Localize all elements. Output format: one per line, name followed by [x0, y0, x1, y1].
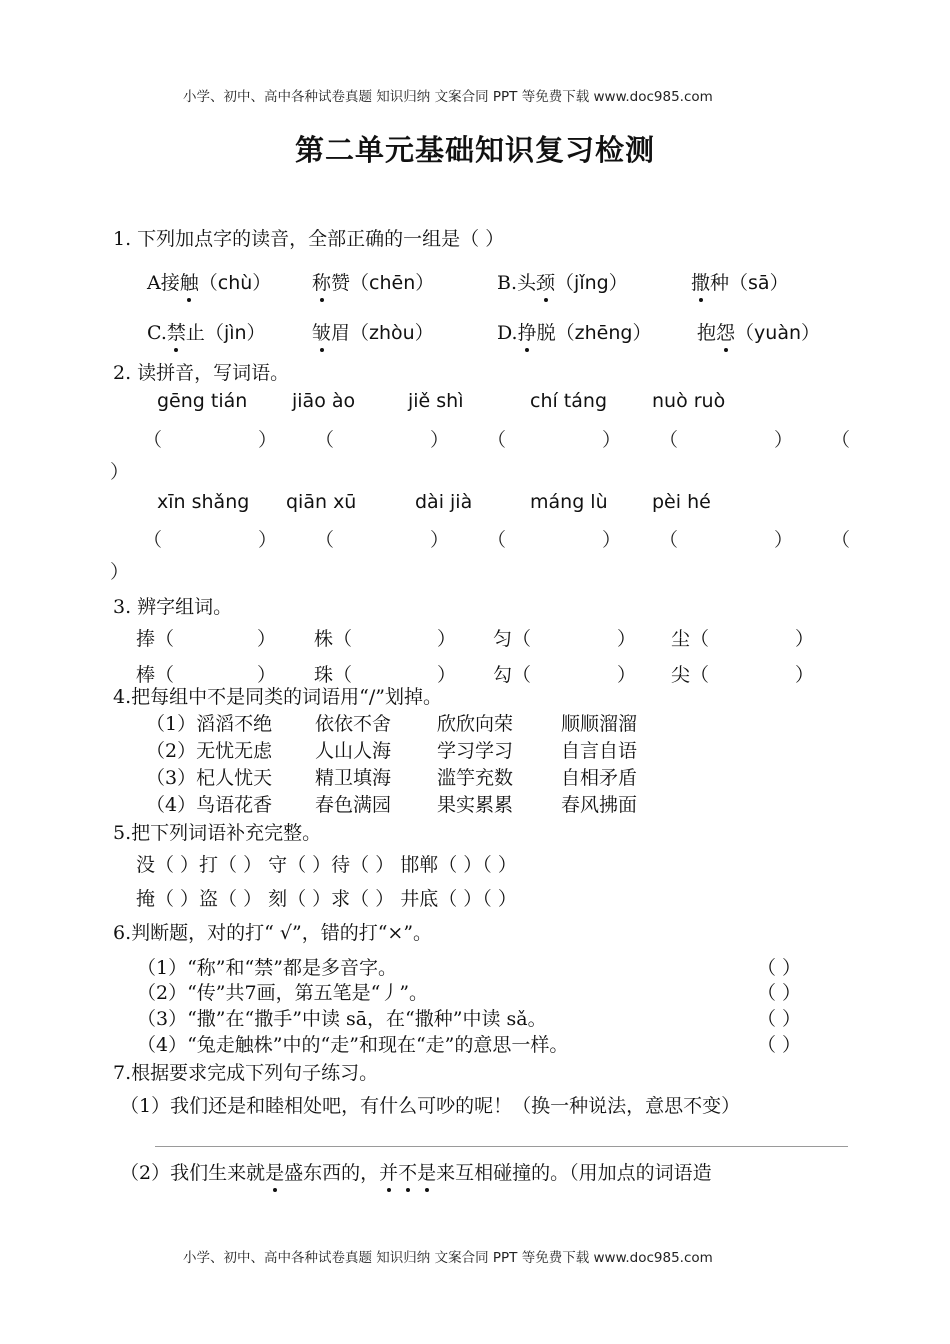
q5-row: 掩（ ）盗（ ） 刻（ ）求（ ） 井底（ ）（ ）	[136, 888, 517, 910]
q2-pinyin: qiān xū	[286, 491, 357, 513]
q3-item: 捧（	[136, 628, 175, 650]
q2-open-paren: （	[487, 429, 507, 451]
q3-stem: 3. 辨字组词。	[113, 596, 233, 618]
q6-answer-bracket: （ ）	[757, 957, 802, 979]
q2-stem: 2. 读拼音，写词语。	[113, 362, 290, 384]
q1-option-a-2: 称赞（chēn）	[312, 268, 434, 295]
q2-close-paren: ）	[110, 561, 130, 583]
q4-word: （3）杞人忧天	[146, 767, 273, 789]
q6-item: （1）“称”和“禁”都是多音字。	[137, 957, 397, 979]
q2-open-paren: （	[143, 529, 163, 551]
q1-option-b: B.头颈（jǐng）	[497, 268, 628, 295]
q2-close-paren: ）	[430, 429, 450, 451]
q1-option-d: D.挣脱（zhēng）	[497, 318, 651, 345]
q4-word: （1）滔滔不绝	[146, 713, 273, 735]
q4-word: 果实累累	[437, 794, 514, 816]
q4-word: 自言自语	[561, 740, 638, 762]
q4-word: 精卫填海	[315, 767, 392, 789]
q5-stem: 5.把下列词语补充完整。	[113, 822, 322, 844]
q2-open-paren: （	[659, 529, 679, 551]
q4-word: 顺顺溜溜	[561, 713, 638, 735]
page-header: 小学、初中、高中各种试卷真题 知识归纳 文案合同 PPT 等免费下载 www.doc985.com	[183, 89, 713, 105]
q7-stem: 7.根据要求完成下列句子练习。	[113, 1062, 379, 1084]
q3-close-paren: ）	[437, 664, 457, 686]
q5-row: 没（ ）打（ ） 守（ ）待（ ） 邯郸（ ）（ ）	[136, 854, 517, 876]
q7-sentence-1: （1）我们还是和睦相处吧，有什么可吵的呢！（换一种说法，意思不变）	[120, 1095, 741, 1117]
q2-close-paren: ）	[774, 429, 794, 451]
q2-pinyin: gēng tián	[157, 390, 248, 412]
q2-close-paren: ）	[110, 461, 130, 483]
q4-word: （4）鸟语花香	[146, 794, 273, 816]
q3-item: 珠（	[314, 664, 353, 686]
q3-close-paren: ）	[795, 628, 815, 650]
q4-word: （2）无忧无虑	[146, 740, 273, 762]
q6-item: （4）“兔走触株”中的“走”和现在“走”的意思一样。	[137, 1034, 569, 1056]
q4-word: 依依不舍	[315, 713, 392, 735]
q2-pinyin: nuò ruò	[652, 390, 726, 412]
q2-open-paren: （	[315, 529, 335, 551]
q4-word: 春色满园	[315, 794, 392, 816]
q6-item: （3）“撒”在“撒手”中读 sā，在“撒种”中读 sǎ。	[137, 1008, 547, 1030]
q1-option-a: A接触（chù）	[147, 268, 271, 295]
q6-answer-bracket: （ ）	[757, 982, 802, 1004]
q4-word: 滥竽充数	[437, 767, 514, 789]
page-title: 第二单元基础知识复习检测	[294, 133, 655, 167]
q6-answer-bracket: （ ）	[757, 1034, 802, 1056]
q1-option-c-2: 皱眉（zhòu）	[312, 318, 434, 345]
q3-item: 株（	[314, 628, 353, 650]
q3-item: 棒（	[136, 664, 175, 686]
q4-word: 人山人海	[315, 740, 392, 762]
q3-item: 尘（	[671, 628, 710, 650]
q3-close-paren: ）	[257, 628, 277, 650]
q3-close-paren: ）	[795, 664, 815, 686]
q6-answer-bracket: （ ）	[757, 1008, 802, 1030]
q1-option-c: C.禁止（jìn）	[147, 318, 266, 345]
q2-open-paren: （	[487, 529, 507, 551]
q1-option-d-2: 抱怨（yuàn）	[697, 318, 820, 345]
q3-close-paren: ）	[257, 664, 277, 686]
q2-open-paren: （	[143, 429, 163, 451]
q3-close-paren: ）	[437, 628, 457, 650]
q1-stem: 1. 下列加点字的读音，全部正确的一组是（ ）	[113, 228, 505, 250]
q2-pinyin: jiě shì	[408, 390, 464, 412]
q2-open-paren: （	[831, 529, 851, 551]
q4-word: 欣欣向荣	[437, 713, 514, 735]
q2-open-paren: （	[659, 429, 679, 451]
q3-item: 勾（	[493, 664, 532, 686]
answer-line	[155, 1146, 848, 1147]
q2-close-paren: ）	[602, 429, 622, 451]
q2-pinyin: pèi hé	[652, 491, 711, 513]
q4-stem: 4.把每组中不是同类的词语用“/”划掉。	[113, 686, 442, 708]
q2-pinyin: xīn shǎng	[157, 491, 250, 513]
q4-word: 学习学习	[437, 740, 514, 762]
q2-close-paren: ）	[602, 529, 622, 551]
q3-item: 尖（	[671, 664, 710, 686]
q3-item: 匀（	[493, 628, 532, 650]
q2-open-paren: （	[315, 429, 335, 451]
q2-close-paren: ）	[258, 429, 278, 451]
q3-close-paren: ）	[617, 628, 637, 650]
q4-word: 春风拂面	[561, 794, 638, 816]
q4-word: 自相矛盾	[561, 767, 638, 789]
q1-option-b-2: 撒种（sā）	[691, 268, 789, 295]
q2-close-paren: ）	[258, 529, 278, 551]
q3-close-paren: ）	[617, 664, 637, 686]
q6-item: （2）“传”共7画，第五笔是“丿”。	[137, 982, 429, 1004]
q2-pinyin: dài jià	[415, 491, 473, 513]
page-footer: 小学、初中、高中各种试卷真题 知识归纳 文案合同 PPT 等免费下载 www.doc985.com	[183, 1250, 713, 1266]
q6-stem: 6.判断题，对的打“ √”，错的打“×”。	[113, 922, 433, 944]
q2-close-paren: ）	[774, 529, 794, 551]
q2-pinyin: máng lù	[530, 491, 608, 513]
q2-open-paren: （	[831, 429, 851, 451]
q7-sentence-2: （2）我们生来就是盛东西的，并不是来互相碰撞的。（用加点的词语造	[120, 1158, 712, 1185]
q2-close-paren: ）	[430, 529, 450, 551]
q2-pinyin: jiāo ào	[292, 390, 356, 412]
q2-pinyin: chí táng	[530, 390, 608, 412]
